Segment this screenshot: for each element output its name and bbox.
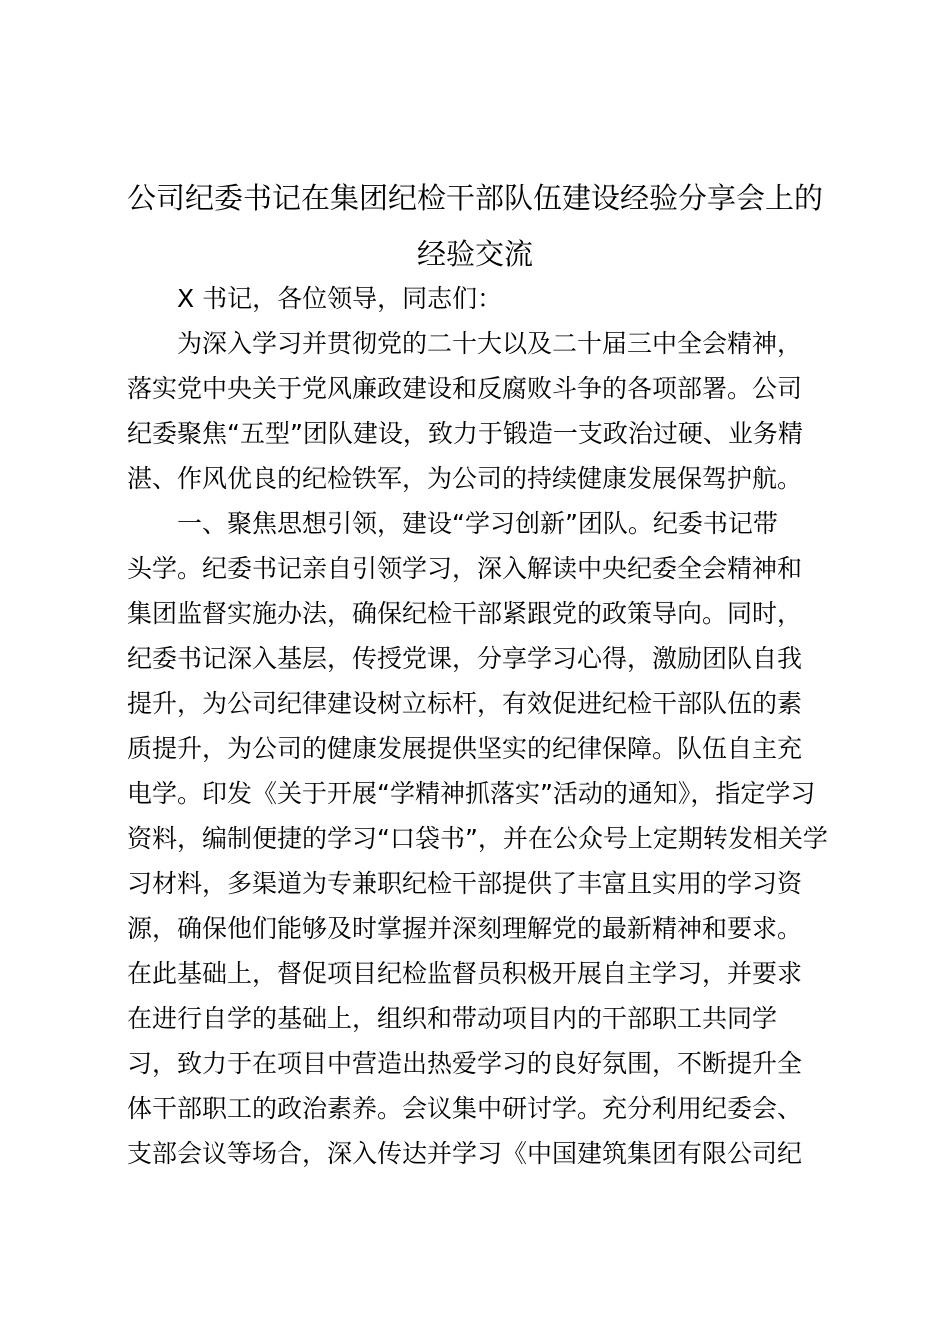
paragraph-2-line-6: 质提升，为公司的健康发展提供坚实的纪律保障。队伍自主充 xyxy=(127,734,803,763)
paragraph-1-line-2: 落实党中央关于党风廉政建设和反腐败斗争的各项部署。公司 xyxy=(127,374,803,403)
paragraph-2-line-2: 头学。纪委书记亲自引领学习，深入解读中央纪委全会精神和 xyxy=(127,554,803,583)
paragraph-1-line-4: 湛、作风优良的纪检铁军，为公司的持续健康发展保驾护航。 xyxy=(127,464,803,493)
paragraph-2-line-10: 源，确保他们能够及时掌握并深刻理解党的最新精神和要求。 xyxy=(127,914,803,943)
paragraph-2-line-4: 纪委书记深入基层，传授党课，分享学习心得，激励团队自我 xyxy=(127,644,803,673)
paragraph-2-line-14: 体干部职工的政治素养。会议集中研讨学。充分利用纪委会、 xyxy=(127,1094,803,1123)
paragraph-2-line-5: 提升，为公司纪律建设树立标杆，有效促进纪检干部队伍的素 xyxy=(127,689,803,718)
paragraph-1-line-1: 为深入学习并贯彻党的二十大以及二十届三中全会精神， xyxy=(177,329,803,358)
document-title xyxy=(110,170,840,282)
salutation-line: X 书记，各位领导，同志们： xyxy=(177,284,503,313)
paragraph-2-line-7: 电学。印发《关于开展“学精神抓落实”活动的通知》，指定学习 xyxy=(127,779,816,808)
paragraph-2-line-15: 支部会议等场合，深入传达并学习《中国建筑集团有限公司纪 xyxy=(127,1139,803,1168)
document-body xyxy=(127,276,827,1176)
paragraph-1-line-3: 纪委聚焦“五型”团队建设，致力于锻造一支政治过硬、业务精 xyxy=(127,419,803,448)
title-line-1: 公司纪委书记在集团纪检干部队伍建设经验分享会上的 xyxy=(126,181,823,215)
paragraph-2-line-12: 在进行自学的基础上，组织和带动项目内的干部职工共同学 xyxy=(127,1004,778,1033)
paragraph-2-line-3: 集团监督实施办法，确保纪检干部紧跟党的政策导向。同时， xyxy=(127,599,803,628)
paragraph-2-line-9: 习材料，多渠道为专兼职纪检干部提供了丰富且实用的学习资 xyxy=(127,869,803,898)
paragraph-2-line-11: 在此基础上，督促项目纪检监督员积极开展自主学习，并要求 xyxy=(127,959,803,988)
paragraph-2-line-8: 资料，编制便捷的学习“口袋书”，并在公众号上定期转发相关学 xyxy=(127,824,828,853)
paragraph-2-line-1: 一、聚焦思想引领，建设“学习创新”团队。纪委书记带 xyxy=(177,509,778,538)
title-line-2: 经验交流 xyxy=(416,237,533,271)
paragraph-2-line-13: 习，致力于在项目中营造出热爱学习的良好氛围，不断提升全 xyxy=(127,1049,803,1078)
